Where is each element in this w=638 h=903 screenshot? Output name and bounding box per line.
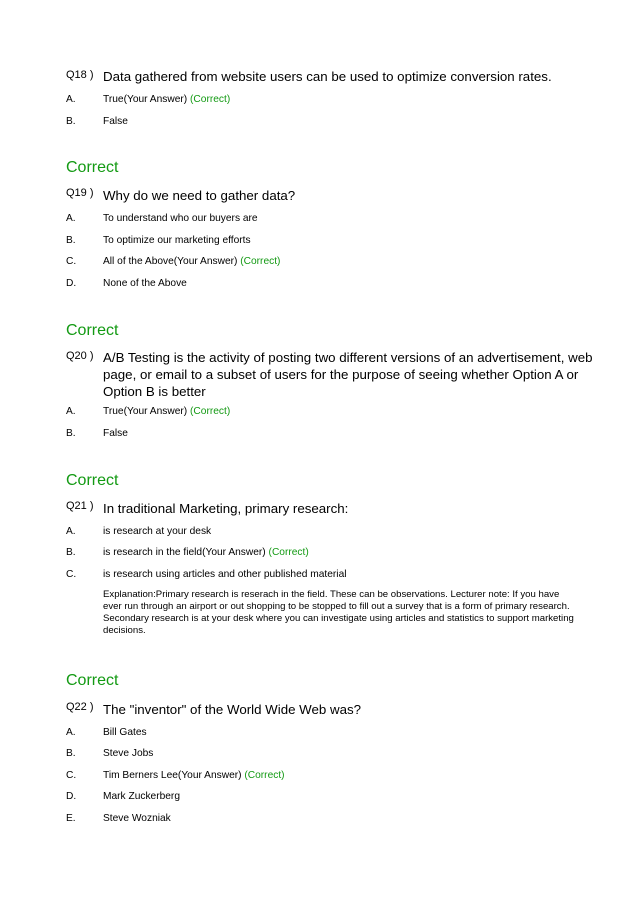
result-heading: Correct bbox=[66, 472, 119, 489]
option-label: is research in the field(Your Answer) bbox=[103, 547, 266, 558]
option-text bbox=[103, 525, 593, 538]
option-text bbox=[103, 546, 593, 559]
option-text bbox=[103, 769, 593, 782]
question-number: Q22 ) bbox=[66, 701, 94, 713]
explanation-text: Explanation:Primary research is reserach in the field. These can be observations. Lecturer note: If you have ever run through an airport or out shopping to be stopped to fill out a survey that is a form of primary research. Secondary research is at your desk where you can investigate using articles and statistics to support marketing decisions. bbox=[103, 589, 574, 636]
option-label: Mark Zuckerberg bbox=[103, 791, 180, 802]
option-letter: B. bbox=[66, 547, 76, 558]
option-letter: A. bbox=[66, 94, 76, 105]
option-text bbox=[103, 234, 593, 247]
option-text bbox=[103, 255, 593, 268]
correct-mark: (Correct) bbox=[244, 770, 285, 781]
correct-mark: (Correct) bbox=[240, 256, 281, 267]
option-letter: A. bbox=[66, 727, 76, 738]
question-text: The "inventor" of the World Wide Web was? bbox=[103, 702, 362, 717]
option-text bbox=[103, 427, 593, 440]
option-label: Bill Gates bbox=[103, 727, 147, 738]
option-letter: B. bbox=[66, 235, 76, 246]
question-number: Q18 ) bbox=[66, 69, 94, 81]
option-text bbox=[103, 93, 593, 106]
option-label: is research using articles and other published material bbox=[103, 569, 347, 580]
question-text: Why do we need to gather data? bbox=[103, 188, 296, 203]
correct-mark: (Correct) bbox=[190, 406, 231, 417]
option-letter: D. bbox=[66, 791, 77, 802]
option-text bbox=[103, 812, 593, 825]
option-label: True(Your Answer) bbox=[103, 94, 188, 105]
option-letter: B. bbox=[66, 116, 76, 127]
option-letter: A. bbox=[66, 213, 76, 224]
option-label: To understand who our buyers are bbox=[103, 213, 258, 224]
option-label: Steve Jobs bbox=[103, 748, 154, 759]
option-label: All of the Above(Your Answer) bbox=[103, 256, 238, 267]
option-text bbox=[103, 790, 593, 803]
option-text bbox=[103, 726, 593, 739]
result-heading: Correct bbox=[66, 322, 119, 339]
option-text bbox=[103, 568, 593, 581]
option-letter: C. bbox=[66, 770, 77, 781]
question-text: In traditional Marketing, primary research: bbox=[103, 501, 349, 516]
option-letter: A. bbox=[66, 526, 76, 537]
option-label: is research at your desk bbox=[103, 526, 212, 537]
option-letter: D. bbox=[66, 278, 77, 289]
result-heading: Correct bbox=[66, 159, 119, 176]
result-heading: Correct bbox=[66, 672, 119, 689]
correct-mark: (Correct) bbox=[190, 94, 231, 105]
question-text: A/B Testing is the activity of posting two different versions of an advertisement, web page, or email to a subset of users for the purpose of seeing whether Option A or Option B is better bbox=[103, 350, 593, 399]
option-label: None of the Above bbox=[103, 278, 187, 289]
option-text bbox=[103, 747, 593, 760]
option-label: False bbox=[103, 116, 128, 127]
option-text bbox=[103, 115, 593, 128]
option-label: To optimize our marketing efforts bbox=[103, 235, 251, 246]
option-text bbox=[103, 212, 593, 225]
option-label: False bbox=[103, 428, 128, 439]
option-letter: E. bbox=[66, 813, 76, 824]
option-text bbox=[103, 405, 593, 418]
option-label: Tim Berners Lee(Your Answer) bbox=[103, 770, 242, 781]
option-letter: B. bbox=[66, 748, 76, 759]
question-number: Q20 ) bbox=[66, 350, 94, 362]
option-label: True(Your Answer) bbox=[103, 406, 188, 417]
option-letter: B. bbox=[66, 428, 76, 439]
option-letter: C. bbox=[66, 569, 77, 580]
question-number: Q21 ) bbox=[66, 500, 94, 512]
option-label: Steve Wozniak bbox=[103, 813, 171, 824]
question-number: Q19 ) bbox=[66, 187, 94, 199]
option-letter: C. bbox=[66, 256, 77, 267]
correct-mark: (Correct) bbox=[268, 547, 309, 558]
question-text: Data gathered from website users can be used to optimize conversion rates. bbox=[103, 69, 552, 84]
option-letter: A. bbox=[66, 406, 76, 417]
option-text bbox=[103, 277, 593, 290]
